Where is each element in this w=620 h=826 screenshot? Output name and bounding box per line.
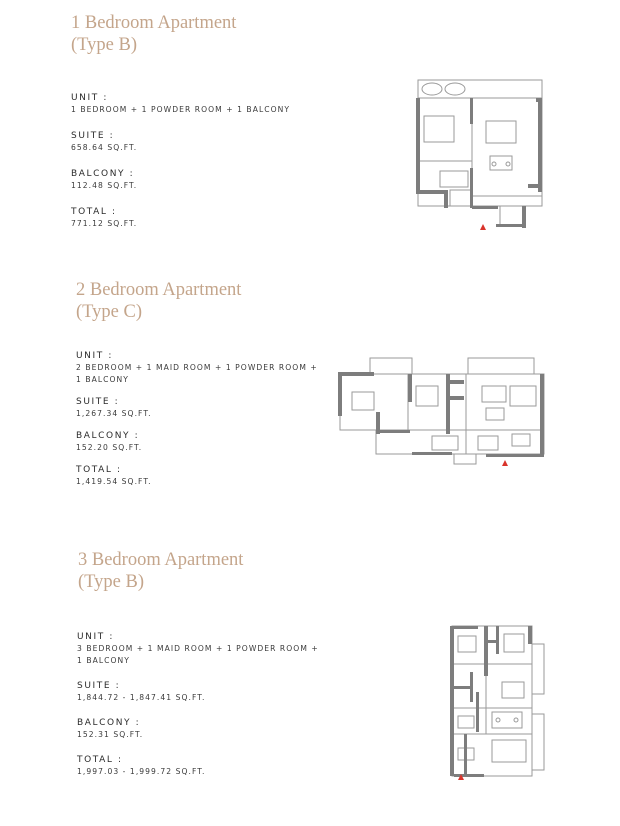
balcony-label: BALCONY : [77,718,141,728]
balcony-label: BALCONY : [76,431,140,441]
apartment-2br-specs [76,350,318,502]
entrance-marker-icon [502,460,508,466]
apartment-3br-section [78,549,243,593]
suite-value: 1,844.72 - 1,847.41 SQ.FT. [77,693,206,702]
apartment-3br-specs [77,631,319,792]
suite-label: SUITE : [76,397,120,407]
total-value: 1,997.03 - 1,999.72 SQ.FT. [77,767,206,776]
unit-value: 1 BEDROOM + 1 POWDER ROOM + 1 BALCONY [71,105,291,114]
suite-value: 658.64 SQ.FT. [71,143,138,152]
total-label: TOTAL : [77,755,123,765]
total-value: 771.12 SQ.FT. [71,219,138,228]
unit-value: 2 BEDROOM + 1 MAID ROOM + 1 POWDER ROOM + 1 BALCONY [76,363,318,384]
balcony-value: 152.20 SQ.FT. [76,443,143,452]
balcony-value: 152.31 SQ.FT. [77,730,144,739]
suite-label: SUITE : [77,681,121,691]
unit-label: UNIT : [77,632,114,642]
floor-plan-3br-image [446,622,546,784]
unit-label: UNIT : [76,351,113,361]
total-label: TOTAL : [76,465,122,475]
unit-value: 3 BEDROOM + 1 MAID ROOM + 1 POWDER ROOM + 1 BALCONY [77,644,319,665]
suite-value: 1,267.34 SQ.FT. [76,409,152,418]
entrance-marker-icon [480,224,486,230]
apartment-2br-section [76,279,241,323]
balcony-value: 112.48 SQ.FT. [71,181,138,190]
total-label: TOTAL : [71,207,117,217]
apartment-1br-section [71,12,236,56]
floor-plan-2br-image [336,356,548,468]
apartment-1br-specs [71,92,290,244]
total-value: 1,419.54 SQ.FT. [76,477,152,486]
unit-label: UNIT : [71,93,108,103]
apartment-3br-title: 3 Bedroom Apartment (Type B) [78,550,244,592]
balcony-label: BALCONY : [71,169,135,179]
apartment-1br-title: 1 Bedroom Apartment (Type B) [71,13,237,55]
apartment-2br-title: 2 Bedroom Apartment (Type C) [76,280,242,322]
suite-label: SUITE : [71,131,115,141]
floor-plan-1br-image [410,76,545,234]
